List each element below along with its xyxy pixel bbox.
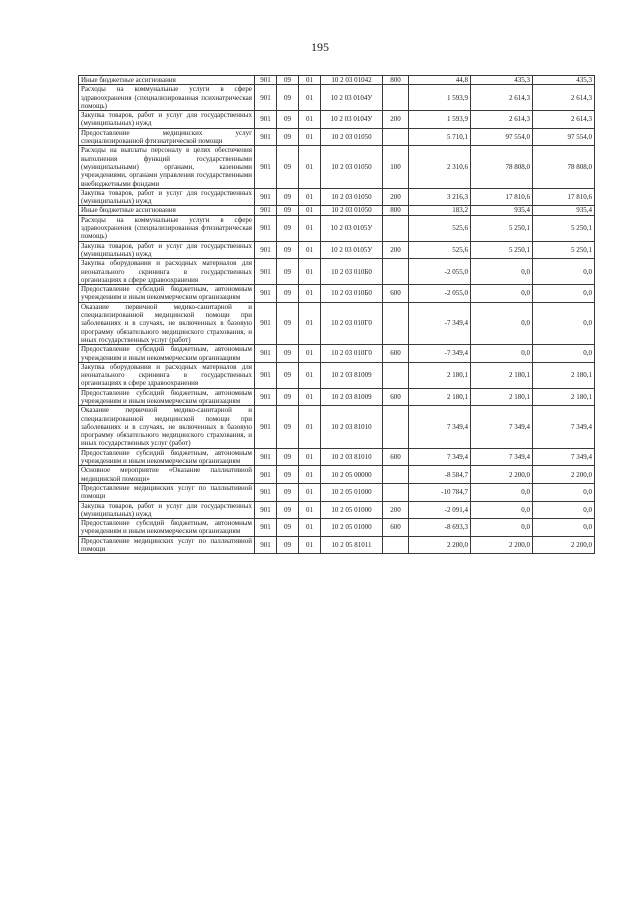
cell-name: Закупка товаров, работ и услуг для государственных (муниципальных) нужд <box>79 188 255 206</box>
cell-target-article: 10 2 03 0105У <box>321 215 383 241</box>
cell-section: 09 <box>277 146 299 188</box>
cell-grbs: 901 <box>255 501 277 519</box>
cell-grbs: 901 <box>255 536 277 554</box>
cell-name: Иные бюджетные ассигнования <box>79 76 255 85</box>
cell-amount-1: 7 349,4 <box>409 448 471 466</box>
cell-amount-2: 2 614,3 <box>471 85 533 111</box>
cell-grbs: 901 <box>255 188 277 206</box>
cell-name: Закупка товаров, работ и услуг для государственных (муниципальных) нужд <box>79 501 255 519</box>
cell-target-article: 10 2 03 010Б0 <box>321 259 383 285</box>
cell-expense-type: 600 <box>383 388 409 406</box>
cell-amount-1: 1 593,9 <box>409 111 471 129</box>
cell-expense-type <box>383 259 409 285</box>
cell-subsection: 01 <box>299 206 321 215</box>
table-row <box>79 448 595 466</box>
cell-target-article: 10 2 03 010Г0 <box>321 345 383 363</box>
cell-amount-1: -2 055,0 <box>409 259 471 285</box>
cell-amount-1: -8 584,7 <box>409 466 471 484</box>
cell-target-article: 10 2 05 01000 <box>321 519 383 537</box>
cell-target-article: 10 2 03 0105У <box>321 241 383 259</box>
cell-grbs: 901 <box>255 483 277 501</box>
cell-target-article: 10 2 03 01050 <box>321 206 383 215</box>
table-row <box>79 241 595 259</box>
cell-subsection: 01 <box>299 85 321 111</box>
cell-amount-1: 3 216,3 <box>409 188 471 206</box>
cell-amount-3: 17 810,6 <box>533 188 595 206</box>
cell-subsection: 01 <box>299 466 321 484</box>
cell-amount-1: -2 055,0 <box>409 285 471 303</box>
cell-amount-1: -7 349,4 <box>409 345 471 363</box>
table-row <box>79 76 595 85</box>
cell-amount-1: 2 180,1 <box>409 362 471 388</box>
cell-expense-type <box>383 483 409 501</box>
cell-subsection: 01 <box>299 146 321 188</box>
cell-amount-3: 0,0 <box>533 285 595 303</box>
table-row <box>79 345 595 363</box>
cell-amount-2: 7 349,4 <box>471 406 533 448</box>
cell-subsection: 01 <box>299 241 321 259</box>
cell-name: Закупка товаров, работ и услуг для государственных (муниципальных) нужд <box>79 111 255 129</box>
table-row <box>79 146 595 188</box>
table-row <box>79 188 595 206</box>
cell-name: Закупка оборудования и расходных материалов для неонатального скрининга в государственных организациях в сфере здравоохранения <box>79 259 255 285</box>
cell-name: Предоставление медицинских услуг по паллиативной помощи <box>79 483 255 501</box>
cell-section: 09 <box>277 76 299 85</box>
cell-grbs: 901 <box>255 85 277 111</box>
cell-name: Предоставление субсидий бюджетным, автономным учреждениям и иным некоммерческим организациям <box>79 285 255 303</box>
table-row <box>79 536 595 554</box>
cell-subsection: 01 <box>299 285 321 303</box>
cell-grbs: 901 <box>255 519 277 537</box>
cell-subsection: 01 <box>299 501 321 519</box>
cell-subsection: 01 <box>299 536 321 554</box>
cell-amount-3: 0,0 <box>533 345 595 363</box>
cell-subsection: 01 <box>299 483 321 501</box>
table-row <box>79 259 595 285</box>
cell-subsection: 01 <box>299 215 321 241</box>
cell-amount-2: 0,0 <box>471 501 533 519</box>
cell-amount-2: 2 180,1 <box>471 362 533 388</box>
cell-amount-3: 2 614,3 <box>533 85 595 111</box>
table-row <box>79 285 595 303</box>
cell-amount-2: 2 614,3 <box>471 111 533 129</box>
cell-amount-3: 0,0 <box>533 302 595 344</box>
cell-section: 09 <box>277 362 299 388</box>
cell-expense-type: 100 <box>383 146 409 188</box>
cell-amount-1: 44,8 <box>409 76 471 85</box>
table-row <box>79 85 595 111</box>
cell-section: 09 <box>277 483 299 501</box>
table-row <box>79 501 595 519</box>
cell-amount-2: 435,3 <box>471 76 533 85</box>
cell-amount-2: 0,0 <box>471 302 533 344</box>
cell-name: Предоставление медицинских услуг по паллиативной помощи <box>79 536 255 554</box>
cell-amount-3: 0,0 <box>533 259 595 285</box>
cell-amount-3: 0,0 <box>533 501 595 519</box>
cell-amount-2: 935,4 <box>471 206 533 215</box>
cell-amount-1: 525,6 <box>409 215 471 241</box>
cell-target-article: 10 2 03 81010 <box>321 406 383 448</box>
cell-expense-type <box>383 362 409 388</box>
cell-expense-type: 600 <box>383 285 409 303</box>
cell-amount-3: 5 250,1 <box>533 215 595 241</box>
cell-name: Расходы на коммунальные услуги в сфере здравоохранения (специализированная фтизиатрическая помощь) <box>79 215 255 241</box>
cell-expense-type: 200 <box>383 501 409 519</box>
cell-subsection: 01 <box>299 128 321 146</box>
cell-grbs: 901 <box>255 448 277 466</box>
cell-target-article: 10 2 03 01050 <box>321 146 383 188</box>
cell-grbs: 901 <box>255 215 277 241</box>
cell-amount-2: 97 554,0 <box>471 128 533 146</box>
cell-grbs: 901 <box>255 345 277 363</box>
cell-target-article: 10 2 03 01050 <box>321 128 383 146</box>
cell-expense-type <box>383 466 409 484</box>
cell-subsection: 01 <box>299 406 321 448</box>
cell-expense-type: 600 <box>383 448 409 466</box>
cell-section: 09 <box>277 466 299 484</box>
cell-name: Предоставление медицинских услуг специализированной фтизиатрической помощи <box>79 128 255 146</box>
cell-grbs: 901 <box>255 76 277 85</box>
cell-target-article: 10 2 05 01000 <box>321 501 383 519</box>
cell-expense-type <box>383 536 409 554</box>
cell-amount-3: 78 808,0 <box>533 146 595 188</box>
cell-name: Оказание первичной медико-санитарной и специализированной медицинской помощи при заболеваниях и в случаях, не включенных в базовую программу обязательного медицинского страхования, и иных государственных услуг (работ) <box>79 302 255 344</box>
cell-amount-3: 5 250,1 <box>533 241 595 259</box>
cell-section: 09 <box>277 215 299 241</box>
cell-section: 09 <box>277 241 299 259</box>
cell-amount-2: 2 200,0 <box>471 536 533 554</box>
cell-amount-3: 2 614,3 <box>533 111 595 129</box>
cell-amount-3: 935,4 <box>533 206 595 215</box>
cell-target-article: 10 2 05 00000 <box>321 466 383 484</box>
cell-name: Иные бюджетные ассигнования <box>79 206 255 215</box>
cell-grbs: 901 <box>255 241 277 259</box>
cell-grbs: 901 <box>255 259 277 285</box>
cell-section: 09 <box>277 206 299 215</box>
cell-grbs: 901 <box>255 302 277 344</box>
cell-name: Предоставление субсидий бюджетным, автономным учреждениям и иным некоммерческим организациям <box>79 388 255 406</box>
cell-section: 09 <box>277 536 299 554</box>
cell-amount-1: -8 693,3 <box>409 519 471 537</box>
table-row <box>79 128 595 146</box>
cell-grbs: 901 <box>255 362 277 388</box>
cell-target-article: 10 2 03 81010 <box>321 448 383 466</box>
cell-target-article: 10 2 03 010Г0 <box>321 302 383 344</box>
cell-amount-3: 0,0 <box>533 483 595 501</box>
cell-grbs: 901 <box>255 285 277 303</box>
cell-expense-type: 200 <box>383 111 409 129</box>
cell-amount-3: 2 200,0 <box>533 466 595 484</box>
table-row <box>79 483 595 501</box>
cell-expense-type: 800 <box>383 76 409 85</box>
cell-amount-2: 5 250,1 <box>471 241 533 259</box>
cell-section: 09 <box>277 345 299 363</box>
cell-section: 09 <box>277 128 299 146</box>
cell-amount-1: 1 593,9 <box>409 85 471 111</box>
cell-expense-type: 200 <box>383 241 409 259</box>
cell-name: Основное мероприятие «Оказание паллиативной медицинской помощи» <box>79 466 255 484</box>
table-row <box>79 206 595 215</box>
cell-subsection: 01 <box>299 259 321 285</box>
cell-section: 09 <box>277 111 299 129</box>
cell-amount-1: -7 349,4 <box>409 302 471 344</box>
cell-section: 09 <box>277 519 299 537</box>
cell-amount-2: 5 250,1 <box>471 215 533 241</box>
cell-subsection: 01 <box>299 519 321 537</box>
cell-amount-2: 0,0 <box>471 285 533 303</box>
table-row <box>79 388 595 406</box>
cell-amount-3: 435,3 <box>533 76 595 85</box>
cell-subsection: 01 <box>299 111 321 129</box>
cell-subsection: 01 <box>299 345 321 363</box>
cell-name: Оказание первичной медико-санитарной и специализированной медицинской помощи при заболеваниях и в случаях, не включенных в базовую программу обязательного медицинского страхования, и иных государственных услуг (работ) <box>79 406 255 448</box>
cell-amount-1: 2 180,1 <box>409 388 471 406</box>
page-number: 195 <box>311 40 329 54</box>
cell-target-article: 10 2 03 81009 <box>321 362 383 388</box>
cell-name: Закупка оборудования и расходных материалов для неонатального скрининга в государственных организациях в сфере здравоохранения <box>79 362 255 388</box>
cell-section: 09 <box>277 188 299 206</box>
cell-amount-3: 7 349,4 <box>533 406 595 448</box>
cell-subsection: 01 <box>299 448 321 466</box>
table-row <box>79 362 595 388</box>
cell-expense-type: 600 <box>383 345 409 363</box>
cell-name: Расходы на выплаты персоналу в целях обеспечения выполнения функций государственными (муниципальными) органами, казенными учреждениями, органами управления государственными внебюджетными фондами <box>79 146 255 188</box>
cell-target-article: 10 2 05 01000 <box>321 483 383 501</box>
cell-grbs: 901 <box>255 206 277 215</box>
cell-amount-1: -2 091,4 <box>409 501 471 519</box>
cell-amount-3: 0,0 <box>533 519 595 537</box>
cell-amount-2: 0,0 <box>471 345 533 363</box>
cell-section: 09 <box>277 388 299 406</box>
cell-name: Предоставление субсидий бюджетным, автономным учреждениям и иным некоммерческим организациям <box>79 345 255 363</box>
cell-subsection: 01 <box>299 362 321 388</box>
cell-amount-3: 2 180,1 <box>533 362 595 388</box>
cell-target-article: 10 2 03 01042 <box>321 76 383 85</box>
cell-grbs: 901 <box>255 146 277 188</box>
cell-amount-2: 0,0 <box>471 483 533 501</box>
cell-amount-2: 0,0 <box>471 259 533 285</box>
table-row <box>79 466 595 484</box>
cell-amount-2: 7 349,4 <box>471 448 533 466</box>
cell-amount-2: 2 200,0 <box>471 466 533 484</box>
cell-amount-3: 7 349,4 <box>533 448 595 466</box>
cell-target-article: 10 2 03 0104У <box>321 85 383 111</box>
cell-grbs: 901 <box>255 388 277 406</box>
cell-amount-1: 5 710,1 <box>409 128 471 146</box>
cell-amount-1: 7 349,4 <box>409 406 471 448</box>
cell-target-article: 10 2 03 0104У <box>321 111 383 129</box>
cell-name: Предоставление субсидий бюджетным, автономным учреждениям и иным некоммерческим организациям <box>79 448 255 466</box>
cell-expense-type <box>383 302 409 344</box>
cell-amount-2: 17 810,6 <box>471 188 533 206</box>
cell-section: 09 <box>277 285 299 303</box>
cell-expense-type <box>383 85 409 111</box>
cell-amount-3: 2 180,1 <box>533 388 595 406</box>
cell-section: 09 <box>277 85 299 111</box>
cell-subsection: 01 <box>299 388 321 406</box>
cell-amount-1: 525,6 <box>409 241 471 259</box>
table-body <box>79 76 595 554</box>
cell-target-article: 10 2 03 010Б0 <box>321 285 383 303</box>
cell-subsection: 01 <box>299 188 321 206</box>
cell-amount-1: -10 784,7 <box>409 483 471 501</box>
budget-table <box>78 75 595 554</box>
cell-amount-1: 2 310,6 <box>409 146 471 188</box>
cell-grbs: 901 <box>255 111 277 129</box>
cell-name: Расходы на коммунальные услуги в сфере здравоохранения (специализированная психиатрическая помощь) <box>79 85 255 111</box>
cell-target-article: 10 2 03 81009 <box>321 388 383 406</box>
cell-amount-1: 183,2 <box>409 206 471 215</box>
cell-amount-2: 78 808,0 <box>471 146 533 188</box>
table-row <box>79 111 595 129</box>
cell-grbs: 901 <box>255 466 277 484</box>
cell-section: 09 <box>277 406 299 448</box>
cell-expense-type: 800 <box>383 206 409 215</box>
cell-amount-3: 2 200,0 <box>533 536 595 554</box>
cell-grbs: 901 <box>255 406 277 448</box>
cell-expense-type <box>383 215 409 241</box>
table-row <box>79 519 595 537</box>
cell-expense-type: 200 <box>383 188 409 206</box>
cell-grbs: 901 <box>255 128 277 146</box>
cell-amount-1: 2 200,0 <box>409 536 471 554</box>
cell-amount-2: 2 180,1 <box>471 388 533 406</box>
cell-amount-3: 97 554,0 <box>533 128 595 146</box>
table-row <box>79 215 595 241</box>
table-row <box>79 406 595 448</box>
cell-name: Закупка товаров, работ и услуг для государственных (муниципальных) нужд <box>79 241 255 259</box>
cell-subsection: 01 <box>299 302 321 344</box>
cell-amount-2: 0,0 <box>471 519 533 537</box>
cell-section: 09 <box>277 501 299 519</box>
cell-target-article: 10 2 05 81011 <box>321 536 383 554</box>
cell-subsection: 01 <box>299 76 321 85</box>
cell-section: 09 <box>277 259 299 285</box>
cell-expense-type <box>383 406 409 448</box>
cell-section: 09 <box>277 302 299 344</box>
cell-expense-type: 600 <box>383 519 409 537</box>
cell-section: 09 <box>277 448 299 466</box>
cell-expense-type <box>383 128 409 146</box>
table-row <box>79 302 595 344</box>
cell-name: Предоставление субсидий бюджетным, автономным учреждениям и иным некоммерческим организациям <box>79 519 255 537</box>
cell-target-article: 10 2 03 01050 <box>321 188 383 206</box>
